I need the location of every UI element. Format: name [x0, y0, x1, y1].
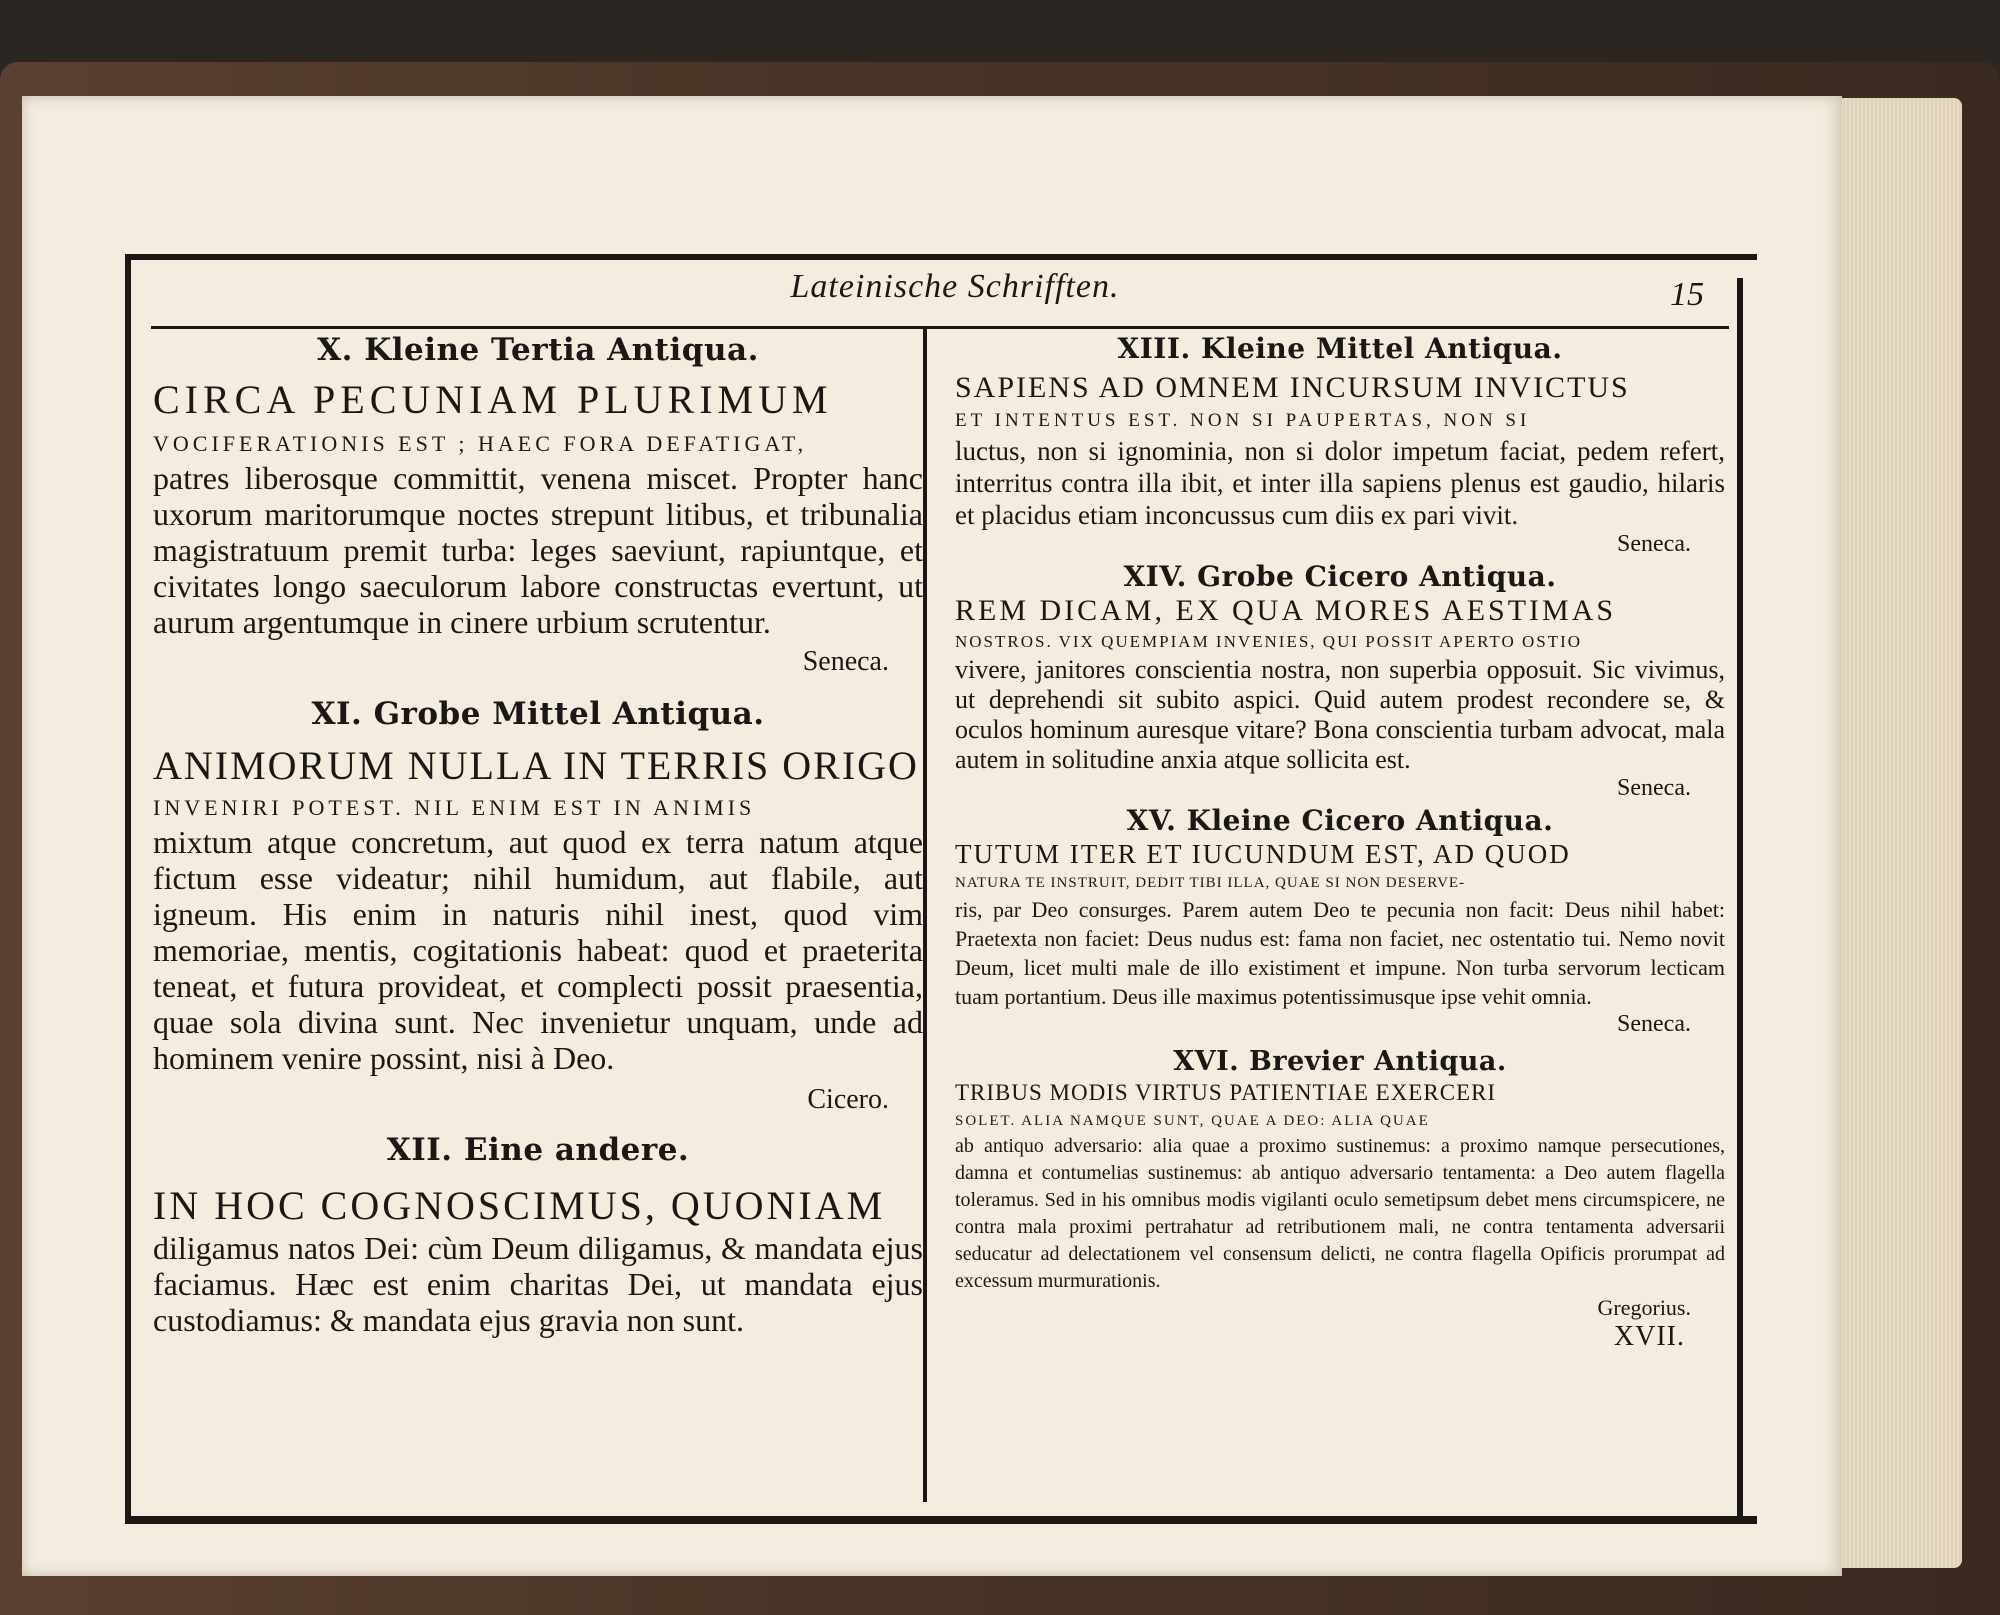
- page-edges: [1842, 98, 1962, 1568]
- caps-small-line: ET INTENTUS EST. NON SI PAUPERTAS, NON SI: [955, 410, 1531, 431]
- caps-line: TUTUM ITER ET IUCUNDUM EST, AD QUOD: [955, 839, 1571, 869]
- section-text: ab antiquo adversario: alia quae a proximo sustinemus: a proximo namque persecutiones, damna et contumelias sustinemus: ab antiquo adversario tentamenta: a Deo autem flagella toleramus. Sed in his omnibus modis vigilanti oculo semetipsum debet mens circumspicere, ne contra mala proximi pertrahatur ad retributionem mali, ne contra tentamenta adversarii seducatur ad delectationem vel consensum delicti, ne contra flagella Opificis prorumpat ad excessum murmurationis.: [955, 1135, 1725, 1292]
- frame-rule-left: [125, 254, 131, 1522]
- left-column: [153, 324, 923, 1338]
- caps-line: IN HOC COGNOSCIMUS, QUONIAM: [153, 1183, 886, 1228]
- section-text: ris, par Deo consurges. Parem autem Deo te pecunia non facit: Deus nihil habet: Praetexta non faciet: Deus nudus est: fama non faciet, nec ostentatio tui. Nemo novit Deum, licet multi male de illo existiment et impune. Non turba servorum lecticam tuam portantium. Deus ille maximus potentissimusque ipse vehit omnia.: [955, 897, 1725, 1009]
- section-xi: [153, 696, 923, 1116]
- section-heading: XV. Kleine Cicero Antiqua.: [1126, 804, 1554, 837]
- section-xii: [153, 1132, 923, 1338]
- author: Seneca.: [802, 646, 889, 677]
- section-xiii: [955, 332, 1725, 558]
- caps-line: SAPIENS AD OMNEM INCURSUM INVICTUS: [955, 371, 1630, 404]
- section-xv: [955, 804, 1725, 1038]
- section-xvi: [955, 1046, 1725, 1353]
- section-heading: X. Kleine Tertia Antiqua.: [317, 332, 759, 368]
- caps-line: TRIBUS MODIS VIRTUS PATIENTIAE EXERCERI: [955, 1080, 1497, 1105]
- running-title: Lateinische Schrifften.: [790, 268, 1120, 305]
- author: Seneca.: [1617, 1011, 1691, 1037]
- column-divider: [923, 326, 927, 1502]
- section-heading: XVI. Brevier Antiqua.: [1173, 1046, 1507, 1077]
- section-text: luctus, non si ignominia, non si dolor impetum faciat, pedem refert, interritus contra illa ibit, et inter illa sapiens plenus est gaudio, hilaris et placidus etiam inconcussus cum diis ex pari vivit.: [955, 436, 1725, 530]
- author: Seneca.: [1617, 775, 1691, 801]
- section-text: mixtum atque concretum, aut quod ex terra natum atque fictum esse videatur; nihil humidum, aut flabile, aut igneum. His enim in naturis nihil inest, quod vim memoriae, mentis, cogitationis habeat: quod et praeterita teneat, et futura provideat, et complecti possit praesentia, quae sola divina sunt. Nec invenietur unquam, unde ad hominem venire possint, nisi à Deo.: [153, 824, 923, 1076]
- section-heading: XIII. Kleine Mittel Antiqua.: [1117, 332, 1563, 365]
- section-text: patres liberosque committit, venena miscet. Propter hanc uxorum maritorumque noctes strepunt litibus, et tribunalia magistratuum premit turba: leges saeviunt, rapiuntque, et civitates longo saeculorum labore constructas evertunt, ut aurum argentumque in cinere urbium scrutentur.: [153, 460, 923, 640]
- book-page: [22, 96, 1842, 1576]
- section-text: diligamus natos Dei: cùm Deum diligamus, & mandata ejus faciamus. Hæc est enim charitas Dei, ut mandata ejus custodiamus: & mandata ejus gravia non sunt.: [153, 1230, 923, 1338]
- section-heading: XI. Grobe Mittel Antiqua.: [311, 696, 765, 732]
- right-column: [955, 324, 1725, 1353]
- text-frame: [125, 254, 1757, 1554]
- section-heading: XII. Eine andere.: [386, 1132, 690, 1168]
- caps-line: REM DICAM, EX QUA MORES AESTIMAS: [955, 594, 1617, 627]
- frame-rule-bottom: [125, 1516, 1757, 1524]
- section-x: [153, 332, 923, 678]
- frame-rule-top: [125, 254, 1757, 260]
- author: Gregorius.: [1597, 1295, 1691, 1320]
- section-xiv: [955, 560, 1725, 802]
- author: Seneca.: [1617, 531, 1691, 557]
- catchword: XVII.: [1613, 1321, 1685, 1352]
- caps-small-line: NATURA TE INSTRUIT, DEDIT TIBI ILLA, QUAE SI NON DESERVE-: [955, 875, 1466, 891]
- caps-line: CIRCA PECUNIAM PLURIMUM: [153, 377, 833, 422]
- caps-small-line: INVENIRI POTEST. NIL ENIM EST IN ANIMIS: [153, 795, 756, 820]
- section-text: vivere, janitores conscientia nostra, non superbia opposuit. Sic vivimus, ut deprehendi sit subito aspici. Quid autem prodest recondere se, & oculos hominum auresque vitare? Bona conscientia turbam advocat, mala autem in solitudine anxia atque sollicita est.: [955, 655, 1725, 774]
- caps-small-line: NOSTROS. VIX QUEMPIAM INVENIES, QUI POSSIT APERTO OSTIO: [955, 632, 1583, 651]
- caps-small-line: VOCIFERATIONIS EST ; HAEC FORA DEFATIGAT,: [153, 431, 808, 456]
- frame-rule-right: [1737, 278, 1743, 1522]
- caps-small-line: SOLET. ALIA NAMQUE SUNT, QUAE A DEO: ALIA QUAE: [955, 1113, 1430, 1129]
- section-heading: XIV. Grobe Cicero Antiqua.: [1123, 560, 1557, 593]
- page-number: 15: [1670, 276, 1704, 313]
- author: Cicero.: [807, 1084, 889, 1115]
- caps-line: ANIMORUM NULLA IN TERRIS ORIGO: [153, 743, 919, 788]
